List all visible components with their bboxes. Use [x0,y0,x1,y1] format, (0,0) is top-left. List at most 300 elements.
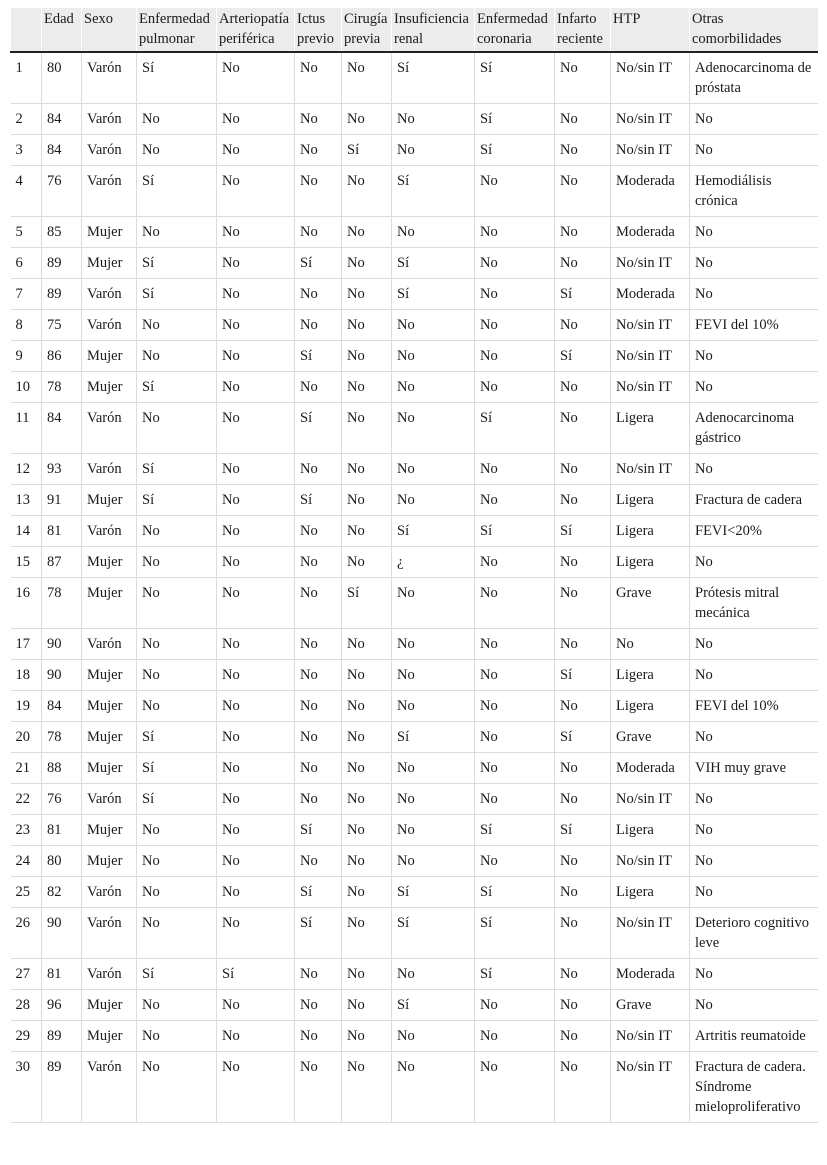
cell-row-number: 12 [11,454,42,485]
cell-enfermedad-pulmonar: Sí [137,753,217,784]
cell-infarto-reciente: No [555,104,611,135]
cell-edad: 81 [42,815,82,846]
cell-insuficiencia-renal: No [392,403,475,454]
cell-row-number: 14 [11,516,42,547]
cell-otras-comorbilidades: Prótesis mitral mecánica [690,578,818,629]
cell-otras-comorbilidades: Deterioro cognitivo leve [690,908,818,959]
cell-ictus-previo: Sí [295,248,342,279]
cell-cirugia-previa: No [342,166,392,217]
cell-sexo: Varón [82,959,137,990]
cell-otras-comorbilidades: No [690,279,818,310]
table-row [11,908,818,959]
cell-infarto-reciente: Sí [555,660,611,691]
cell-sexo: Varón [82,403,137,454]
cell-infarto-reciente: No [555,846,611,877]
cell-htp: Ligera [611,485,690,516]
cell-row-number: 3 [11,135,42,166]
table-row [11,629,818,660]
cell-row-number: 25 [11,877,42,908]
cell-enfermedad-coronaria: Sí [475,403,555,454]
cell-otras-comorbilidades: Adenocarcinoma de próstata [690,52,818,104]
cell-otras-comorbilidades: No [690,454,818,485]
cell-otras-comorbilidades: FEVI del 10% [690,310,818,341]
cell-arteriopatia-periferica: No [217,248,295,279]
cell-ictus-previo: No [295,990,342,1021]
cell-arteriopatia-periferica: No [217,784,295,815]
cell-row-number: 4 [11,166,42,217]
cell-edad: 90 [42,629,82,660]
cell-sexo: Mujer [82,578,137,629]
cell-infarto-reciente: No [555,1052,611,1123]
cell-arteriopatia-periferica: No [217,1052,295,1123]
cell-sexo: Mujer [82,372,137,403]
cell-otras-comorbilidades: VIH muy grave [690,753,818,784]
cell-ictus-previo: No [295,578,342,629]
cell-infarto-reciente: No [555,1021,611,1052]
column-header-enfermedad-coronaria: Enfermedad coronaria [475,8,555,52]
cell-insuficiencia-renal: No [392,578,475,629]
cell-insuficiencia-renal: No [392,753,475,784]
cell-enfermedad-pulmonar: Sí [137,485,217,516]
cell-otras-comorbilidades: No [690,846,818,877]
cell-insuficiencia-renal: No [392,104,475,135]
cell-ictus-previo: No [295,310,342,341]
cell-row-number: 10 [11,372,42,403]
column-header-row-number [11,8,42,52]
table-row [11,166,818,217]
cell-arteriopatia-periferica: No [217,104,295,135]
cell-edad: 76 [42,166,82,217]
cell-insuficiencia-renal: No [392,846,475,877]
cell-edad: 85 [42,217,82,248]
cell-htp: No/sin IT [611,52,690,104]
cell-htp: No/sin IT [611,104,690,135]
cell-arteriopatia-periferica: No [217,753,295,784]
cell-otras-comorbilidades: Fractura de cadera [690,485,818,516]
cell-otras-comorbilidades: No [690,135,818,166]
cell-infarto-reciente: No [555,403,611,454]
cell-otras-comorbilidades: Adenocarcinoma gástrico [690,403,818,454]
cell-ictus-previo: No [295,784,342,815]
cell-enfermedad-pulmonar: Sí [137,248,217,279]
cell-sexo: Mujer [82,722,137,753]
cell-cirugia-previa: No [342,1021,392,1052]
cell-enfermedad-coronaria: No [475,784,555,815]
table-row [11,485,818,516]
cell-arteriopatia-periferica: No [217,877,295,908]
cell-edad: 80 [42,846,82,877]
cell-infarto-reciente: No [555,877,611,908]
cell-insuficiencia-renal: No [392,372,475,403]
cell-enfermedad-pulmonar: No [137,310,217,341]
cell-enfermedad-coronaria: No [475,279,555,310]
cell-enfermedad-coronaria: No [475,166,555,217]
cell-ictus-previo: No [295,52,342,104]
cell-arteriopatia-periferica: No [217,372,295,403]
cell-sexo: Varón [82,52,137,104]
cell-sexo: Mujer [82,753,137,784]
cell-insuficiencia-renal: Sí [392,877,475,908]
cell-infarto-reciente: No [555,166,611,217]
cell-edad: 76 [42,784,82,815]
column-header-enfermedad-pulmonar: Enfermedad pulmonar [137,8,217,52]
cell-sexo: Mujer [82,248,137,279]
cell-cirugia-previa: No [342,722,392,753]
cell-sexo: Mujer [82,990,137,1021]
cell-otras-comorbilidades: No [690,877,818,908]
column-header-otras-comorbilidades: Otras comorbilidades [690,8,818,52]
cell-infarto-reciente: No [555,454,611,485]
cell-enfermedad-coronaria: Sí [475,908,555,959]
cell-ictus-previo: No [295,846,342,877]
cell-edad: 81 [42,959,82,990]
cell-enfermedad-coronaria: No [475,722,555,753]
cell-enfermedad-pulmonar: Sí [137,52,217,104]
cell-infarto-reciente: Sí [555,722,611,753]
cell-enfermedad-coronaria: No [475,691,555,722]
cell-enfermedad-pulmonar: Sí [137,372,217,403]
cell-enfermedad-pulmonar: No [137,815,217,846]
cell-enfermedad-coronaria: No [475,1052,555,1123]
cell-edad: 81 [42,516,82,547]
cell-infarto-reciente: No [555,547,611,578]
cell-row-number: 5 [11,217,42,248]
cell-ictus-previo: No [295,722,342,753]
cell-enfermedad-pulmonar: No [137,629,217,660]
cell-ictus-previo: No [295,660,342,691]
cell-row-number: 20 [11,722,42,753]
cell-infarto-reciente: No [555,578,611,629]
table-row [11,341,818,372]
cell-infarto-reciente: No [555,629,611,660]
cell-insuficiencia-renal: No [392,217,475,248]
cell-insuficiencia-renal: No [392,310,475,341]
table-row [11,815,818,846]
cell-infarto-reciente: No [555,310,611,341]
table-row [11,660,818,691]
cell-row-number: 28 [11,990,42,1021]
table-row [11,279,818,310]
cell-enfermedad-coronaria: Sí [475,52,555,104]
cell-edad: 89 [42,248,82,279]
cell-cirugia-previa: No [342,547,392,578]
cell-cirugia-previa: No [342,691,392,722]
cell-ictus-previo: No [295,1052,342,1123]
table-row [11,846,818,877]
cell-edad: 84 [42,403,82,454]
cell-sexo: Varón [82,279,137,310]
cell-sexo: Varón [82,104,137,135]
cell-ictus-previo: Sí [295,485,342,516]
cell-row-number: 8 [11,310,42,341]
cell-htp: No/sin IT [611,784,690,815]
cell-edad: 78 [42,578,82,629]
cell-ictus-previo: No [295,279,342,310]
cell-htp: No [611,629,690,660]
cell-enfermedad-coronaria: No [475,753,555,784]
cell-arteriopatia-periferica: No [217,547,295,578]
cell-htp: No/sin IT [611,454,690,485]
cell-insuficiencia-renal: Sí [392,248,475,279]
cell-insuficiencia-renal: No [392,341,475,372]
cell-enfermedad-pulmonar: No [137,1021,217,1052]
cell-enfermedad-coronaria: No [475,990,555,1021]
table-row [11,722,818,753]
cell-otras-comorbilidades: FEVI del 10% [690,691,818,722]
cell-enfermedad-coronaria: Sí [475,815,555,846]
cell-infarto-reciente: No [555,135,611,166]
cell-htp: Moderada [611,217,690,248]
table-row [11,990,818,1021]
cell-arteriopatia-periferica: No [217,629,295,660]
cell-enfermedad-pulmonar: Sí [137,959,217,990]
cell-arteriopatia-periferica: No [217,815,295,846]
cell-insuficiencia-renal: No [392,691,475,722]
cell-otras-comorbilidades: No [690,547,818,578]
cell-sexo: Mujer [82,815,137,846]
cell-row-number: 23 [11,815,42,846]
cell-otras-comorbilidades: No [690,341,818,372]
cell-htp: Grave [611,722,690,753]
cell-htp: Moderada [611,166,690,217]
cell-ictus-previo: No [295,1021,342,1052]
cell-arteriopatia-periferica: No [217,990,295,1021]
cell-insuficiencia-renal: ¿ [392,547,475,578]
cell-edad: 89 [42,1021,82,1052]
cell-insuficiencia-renal: No [392,959,475,990]
cell-sexo: Varón [82,908,137,959]
cell-arteriopatia-periferica: No [217,846,295,877]
cell-row-number: 24 [11,846,42,877]
cell-sexo: Mujer [82,846,137,877]
cell-otras-comorbilidades: Fractura de cadera. Síndrome mieloproliferativo [690,1052,818,1123]
cell-ictus-previo: No [295,959,342,990]
cell-enfermedad-coronaria: No [475,248,555,279]
cell-insuficiencia-renal: Sí [392,279,475,310]
cell-arteriopatia-periferica: No [217,166,295,217]
cell-sexo: Varón [82,454,137,485]
cell-enfermedad-coronaria: No [475,629,555,660]
cell-arteriopatia-periferica: No [217,52,295,104]
table-header-row [11,8,818,52]
cell-htp: No/sin IT [611,248,690,279]
cell-enfermedad-coronaria: Sí [475,104,555,135]
cell-cirugia-previa: No [342,516,392,547]
cell-htp: No/sin IT [611,372,690,403]
cell-infarto-reciente: No [555,485,611,516]
cell-otras-comorbilidades: No [690,784,818,815]
cell-edad: 75 [42,310,82,341]
cell-sexo: Varón [82,877,137,908]
cell-htp: Ligera [611,815,690,846]
cell-arteriopatia-periferica: No [217,485,295,516]
cell-cirugia-previa: No [342,990,392,1021]
cell-sexo: Varón [82,516,137,547]
cell-enfermedad-pulmonar: No [137,135,217,166]
cell-htp: No/sin IT [611,1021,690,1052]
cell-enfermedad-pulmonar: No [137,516,217,547]
cell-cirugia-previa: No [342,104,392,135]
table-row [11,217,818,248]
column-header-cirugia-previa: Cirugía previa [342,8,392,52]
cell-cirugia-previa: No [342,815,392,846]
cell-otras-comorbilidades: No [690,248,818,279]
cell-sexo: Varón [82,166,137,217]
cell-edad: 87 [42,547,82,578]
table-body [11,52,818,1123]
cell-htp: Moderada [611,753,690,784]
cell-enfermedad-coronaria: No [475,660,555,691]
cell-arteriopatia-periferica: No [217,578,295,629]
cell-ictus-previo: Sí [295,815,342,846]
cell-insuficiencia-renal: Sí [392,52,475,104]
cell-sexo: Mujer [82,660,137,691]
cell-infarto-reciente: No [555,217,611,248]
cell-enfermedad-pulmonar: No [137,660,217,691]
cell-row-number: 15 [11,547,42,578]
cell-row-number: 27 [11,959,42,990]
cell-insuficiencia-renal: Sí [392,990,475,1021]
table-row [11,372,818,403]
cell-edad: 80 [42,52,82,104]
cell-htp: No/sin IT [611,135,690,166]
cell-htp: Grave [611,578,690,629]
cell-ictus-previo: Sí [295,341,342,372]
cell-row-number: 26 [11,908,42,959]
cell-row-number: 16 [11,578,42,629]
cell-infarto-reciente: No [555,691,611,722]
cell-htp: No/sin IT [611,846,690,877]
cell-htp: Moderada [611,959,690,990]
cell-htp: Grave [611,990,690,1021]
cell-insuficiencia-renal: No [392,135,475,166]
cell-enfermedad-coronaria: No [475,454,555,485]
cell-htp: Ligera [611,403,690,454]
cell-enfermedad-coronaria: No [475,485,555,516]
cell-arteriopatia-periferica: No [217,403,295,454]
cell-cirugia-previa: No [342,959,392,990]
cell-sexo: Mujer [82,341,137,372]
cell-otras-comorbilidades: No [690,217,818,248]
cell-otras-comorbilidades: No [690,722,818,753]
cell-htp: No/sin IT [611,908,690,959]
cell-arteriopatia-periferica: No [217,1021,295,1052]
cell-enfermedad-pulmonar: No [137,341,217,372]
cell-infarto-reciente: No [555,908,611,959]
cell-otras-comorbilidades: No [690,959,818,990]
cell-edad: 78 [42,722,82,753]
cell-row-number: 17 [11,629,42,660]
cell-cirugia-previa: No [342,341,392,372]
table-row [11,1021,818,1052]
cell-row-number: 21 [11,753,42,784]
table-row [11,104,818,135]
cell-otras-comorbilidades: No [690,372,818,403]
cell-cirugia-previa: No [342,784,392,815]
cell-infarto-reciente: Sí [555,341,611,372]
cell-row-number: 18 [11,660,42,691]
cell-insuficiencia-renal: Sí [392,908,475,959]
cell-row-number: 19 [11,691,42,722]
cell-edad: 84 [42,104,82,135]
cell-arteriopatia-periferica: No [217,310,295,341]
cell-cirugia-previa: No [342,753,392,784]
cell-insuficiencia-renal: No [392,815,475,846]
cell-enfermedad-coronaria: Sí [475,135,555,166]
cell-enfermedad-pulmonar: No [137,578,217,629]
cell-enfermedad-pulmonar: No [137,846,217,877]
cell-sexo: Mujer [82,691,137,722]
cell-insuficiencia-renal: No [392,454,475,485]
cell-arteriopatia-periferica: No [217,908,295,959]
cell-enfermedad-coronaria: Sí [475,516,555,547]
cell-row-number: 6 [11,248,42,279]
cell-arteriopatia-periferica: No [217,279,295,310]
column-header-htp: HTP [611,8,690,52]
cell-infarto-reciente: Sí [555,279,611,310]
cell-arteriopatia-periferica: No [217,516,295,547]
cell-infarto-reciente: No [555,52,611,104]
cell-insuficiencia-renal: No [392,1021,475,1052]
cell-enfermedad-pulmonar: Sí [137,454,217,485]
cell-cirugia-previa: No [342,908,392,959]
cell-ictus-previo: No [295,691,342,722]
column-header-edad: Edad [42,8,82,52]
cell-enfermedad-pulmonar: No [137,217,217,248]
cell-ictus-previo: No [295,753,342,784]
cell-edad: 88 [42,753,82,784]
cell-row-number: 1 [11,52,42,104]
cell-ictus-previo: No [295,516,342,547]
cell-infarto-reciente: No [555,248,611,279]
cell-arteriopatia-periferica: No [217,454,295,485]
cell-arteriopatia-periferica: No [217,217,295,248]
cell-sexo: Mujer [82,1021,137,1052]
cell-row-number: 7 [11,279,42,310]
cell-enfermedad-coronaria: No [475,341,555,372]
cell-enfermedad-pulmonar: No [137,1052,217,1123]
cell-enfermedad-coronaria: No [475,217,555,248]
cell-row-number: 2 [11,104,42,135]
cell-enfermedad-pulmonar: No [137,990,217,1021]
cell-enfermedad-coronaria: No [475,846,555,877]
cell-cirugia-previa: No [342,877,392,908]
column-header-sexo: Sexo [82,8,137,52]
cell-enfermedad-pulmonar: No [137,104,217,135]
cell-enfermedad-pulmonar: No [137,547,217,578]
cell-sexo: Mujer [82,547,137,578]
table-row [11,691,818,722]
cell-ictus-previo: No [295,217,342,248]
cell-htp: Ligera [611,547,690,578]
cell-infarto-reciente: Sí [555,516,611,547]
cell-cirugia-previa: No [342,629,392,660]
cell-arteriopatia-periferica: No [217,660,295,691]
cell-edad: 84 [42,691,82,722]
cell-cirugia-previa: No [342,217,392,248]
table-row [11,135,818,166]
cell-enfermedad-pulmonar: Sí [137,784,217,815]
cell-ictus-previo: Sí [295,908,342,959]
cell-otras-comorbilidades: No [690,660,818,691]
cell-insuficiencia-renal: No [392,485,475,516]
cell-row-number: 9 [11,341,42,372]
cell-insuficiencia-renal: Sí [392,722,475,753]
table-row [11,454,818,485]
table-row [11,516,818,547]
cell-enfermedad-coronaria: Sí [475,959,555,990]
table-row [11,877,818,908]
